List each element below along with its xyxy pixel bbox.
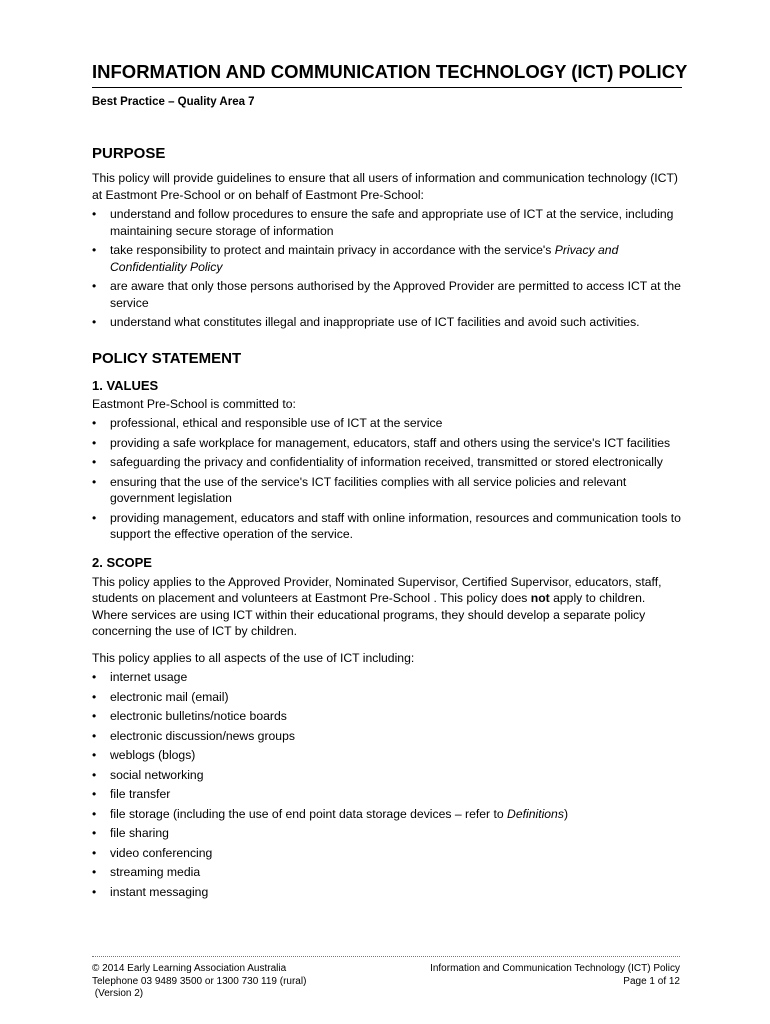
list-item: • safeguarding the privacy and confidentiality of information received, transmitted or stored electronically <box>92 454 682 471</box>
purpose-list <box>92 206 682 331</box>
definitions-reference: Definitions <box>507 806 564 821</box>
list-item-text: file storage (including the use of end point data storage devices – refer to <box>110 806 508 821</box>
document-subtitle: Best Practice – Quality Area 7 <box>92 96 255 108</box>
list-item: • file sharing <box>92 825 682 842</box>
document-title: INFORMATION AND COMMUNICATION TECHNOLOGY (ICT) POLICY <box>92 60 682 88</box>
list-item: • professional, ethical and responsible use of ICT at the service <box>92 415 682 432</box>
list-item: • electronic discussion/news groups <box>92 728 682 745</box>
purpose-heading: PURPOSE <box>92 145 166 162</box>
page-footer <box>92 956 680 1001</box>
list-item: • video conferencing <box>92 845 682 862</box>
list-item: • understand what constitutes illegal and inappropriate use of ICT facilities and avoid such activities. <box>92 314 682 331</box>
purpose-intro: This policy will provide guidelines to ensure that all users of information and communication technology (ICT) at Eastmont Pre-School or on behalf of Eastmont Pre-School: <box>92 171 678 202</box>
values-intro: Eastmont Pre-School is committed to: <box>92 396 296 411</box>
list-item: • understand and follow procedures to ensure the safe and appropriate use of ICT at the service, including maintaining secure storage of information <box>92 206 682 239</box>
scope-paragraph <box>92 574 682 640</box>
footer-telephone: Telephone 03 9489 3500 or 1300 730 119 (rural) <box>92 975 307 987</box>
list-item: • providing a safe workplace for management, educators, staff and others using the service's ICT facilities <box>92 435 682 452</box>
list-item: • internet usage <box>92 669 682 686</box>
scope-text: apply to children. Where services are using ICT within their educational programs, they should develop a separate policy concerning the use of ICT by children. <box>92 591 646 638</box>
scope-text: This policy applies to the Approved Provider, Nominated Supervisor, Certified Supervisor, educators, staff, students on placement and volunteers at Eastmont Pre-School . This policy does <box>92 574 662 605</box>
scope-emphasis: not <box>530 591 550 605</box>
list-item: • providing management, educators and staff with online information, resources and communication tools to support the effective operation of the service. <box>92 510 682 543</box>
list-item: • ensuring that the use of the service's ICT facilities complies with all service policies and relevant government legislation <box>92 474 682 507</box>
values-list <box>92 415 682 543</box>
footer-right <box>430 963 680 988</box>
list-item: • electronic mail (email) <box>92 689 682 706</box>
list-item-text: ) <box>563 806 568 821</box>
list-item: • weblogs (blogs) <box>92 747 682 764</box>
list-item-text: take responsibility to protect and maintain privacy in accordance with the service's <box>110 243 555 257</box>
scope-heading: 2. SCOPE <box>92 554 152 570</box>
list-item: • electronic bulletins/notice boards <box>92 708 682 725</box>
policy-reference: Privacy and Confidentiality Policy <box>110 243 619 274</box>
footer-document-name: Information and Communication Technology (ICT) Policy <box>430 963 680 974</box>
scope-list <box>92 669 682 900</box>
list-item: • are aware that only those persons authorised by the Approved Provider are permitted to access ICT at the service <box>92 278 682 311</box>
list-item: • streaming media <box>92 864 682 881</box>
list-item <box>92 806 682 823</box>
list-item: • file transfer <box>92 786 682 803</box>
list-item: • instant messaging <box>92 884 682 901</box>
list-item: • social networking <box>92 767 682 784</box>
footer-version: (Version 2) <box>92 988 144 999</box>
policy-statement-heading: POLICY STATEMENT <box>92 349 242 367</box>
document-body <box>92 60 688 900</box>
footer-page-number: Page 1 of 12 <box>623 975 680 987</box>
footer-left <box>92 963 306 1001</box>
values-heading: 1. VALUES <box>92 377 159 393</box>
scope-list-intro: This policy applies to all aspects of the use of ICT including: <box>92 650 415 665</box>
list-item <box>92 242 682 275</box>
footer-copyright: © 2014 Early Learning Association Australia <box>92 963 287 974</box>
